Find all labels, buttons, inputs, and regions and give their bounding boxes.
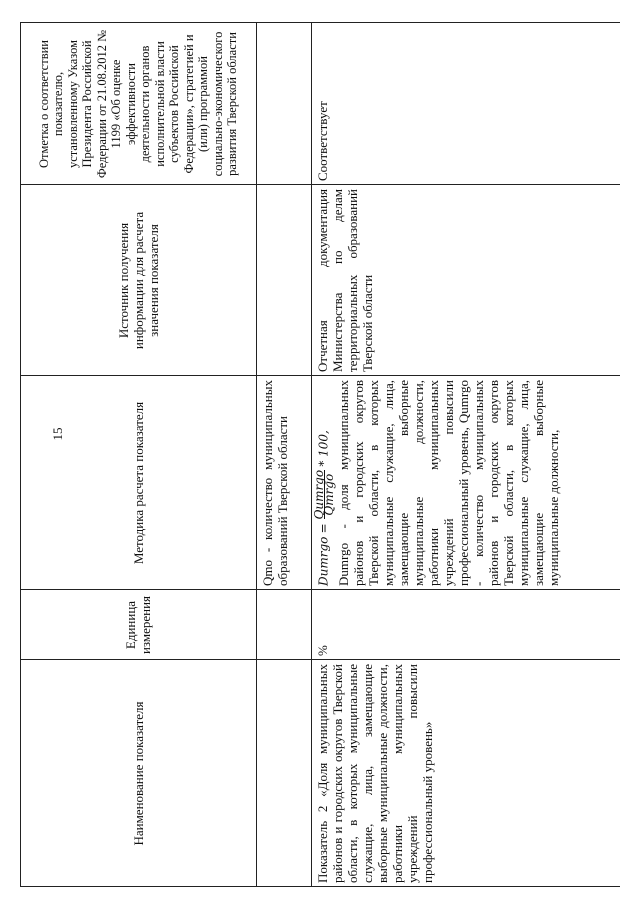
page-number: 15: [50, 427, 65, 441]
formula-denominator: Qmrgo: [322, 473, 336, 516]
method-formula: Dumrgo = Qumrgo Qmrgo * 100,: [312, 430, 336, 586]
indicator-table: [20, 22, 620, 887]
header-unit: Единица измерения: [123, 595, 153, 655]
header-mark: Отметка о соответствии показателю, установленному Указом Президента Российской Федерации от 21.08.2012 № 1199 «Об оценке эффективности деятельности органов исполнительной власти субъектов Российской Федерации», стратегией и (или) программой социально-экономического развития Тверской области: [36, 29, 239, 179]
method-continuation: Qmo - количество муниципальных образований Тверской области: [260, 380, 290, 586]
formula-rhs: * 100,: [316, 430, 331, 467]
formula-numerator: Qumrgo: [312, 469, 326, 520]
formula-fraction: [312, 469, 336, 520]
formula-lhs: Dumrgo: [316, 536, 331, 586]
indicator-name: Показатель 2 «Доля муниципальных районов и городских округов Тверской области, в которых муниципальные служащие, лица, замещающие выборные муниципальные должности, работники муниципальных учреждений повысили профессиональный уровень»: [315, 664, 435, 883]
indicator-method: [311, 376, 620, 590]
header-method: Методика расчета показателя: [130, 401, 146, 565]
indicator-mark: Соответствует: [315, 101, 330, 181]
header-name: Наименование показателя: [130, 701, 146, 846]
indicator-unit: %: [315, 645, 330, 656]
header-source: Источник получения информации для расчета значения показателя: [115, 211, 161, 350]
indicator-source: Отчетная документация Министерства по делам территориальных образований Тверской области: [315, 189, 375, 372]
method-description: Dumrgo - доля муниципальных районов и городских округов Тверской области, в которых муниципальные служащие, лица, замещающие выборные муниципальные должности, работники муниципальных учреждений повысили профессиональный уровень, Qumrgo - количество муниципальных районов и городских округов Тверской области, в которых муниципальные служащие, лица, замещающие выборные муниципальные должности,: [336, 380, 561, 586]
